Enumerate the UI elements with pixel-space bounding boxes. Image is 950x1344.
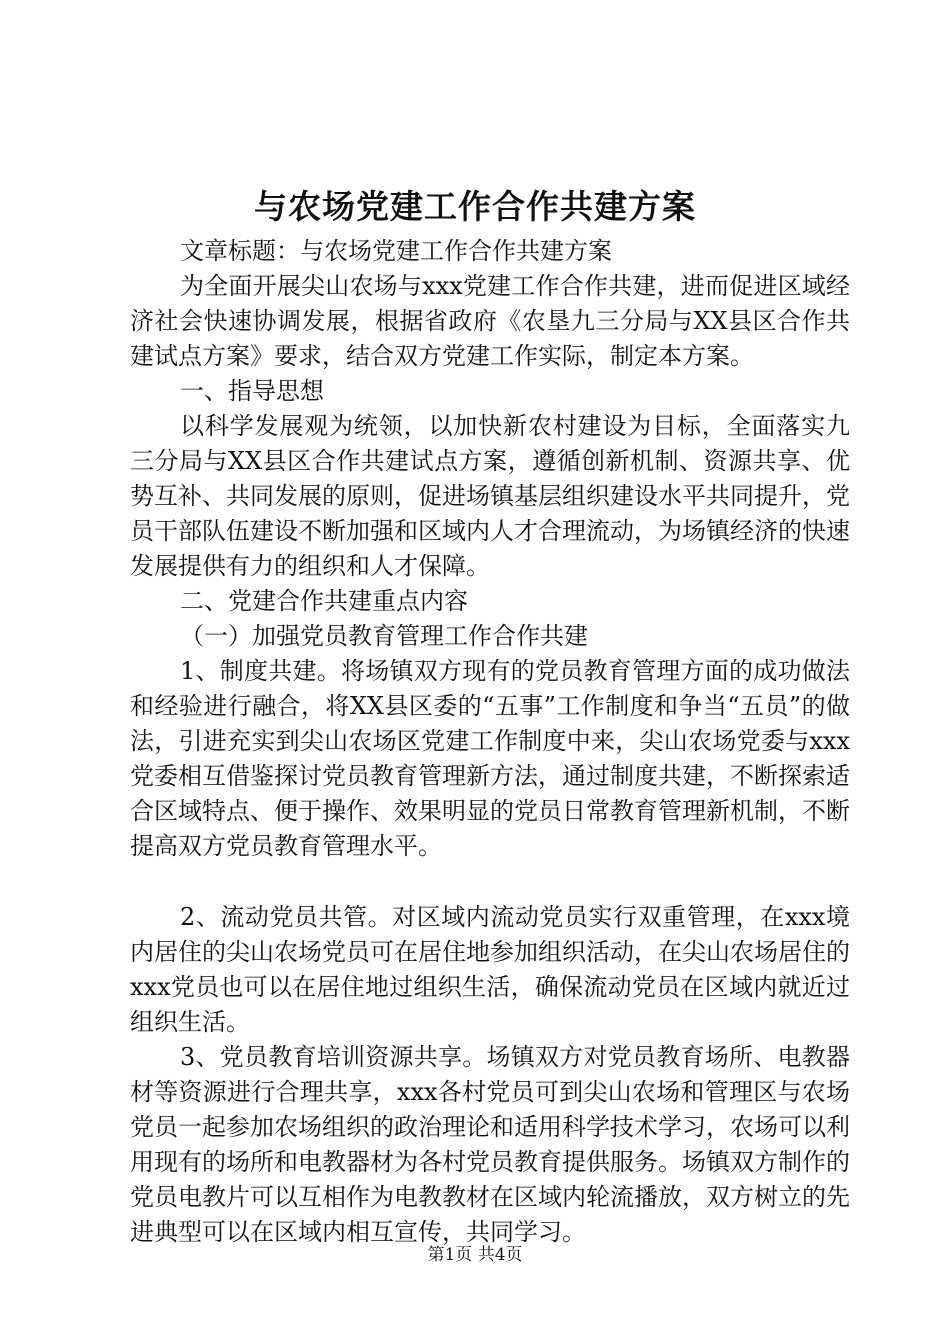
document-title: 与农场党建工作合作共建方案 bbox=[254, 187, 696, 226]
intro-paragraph: 为全面开展尖山农场与xxx党建工作合作共建，进而促进区域经济社会快速协调发展，根据省政府《农垦九三分局与XX县区合作共建试点方案》要求，结合双方党建工作实际，制定本方案。 bbox=[130, 272, 850, 370]
article-title-line: 文章标题：与农场党建工作合作共建方案 bbox=[180, 237, 612, 265]
subsection1-heading: （一）加强党员教育管理工作合作共建 bbox=[180, 622, 588, 650]
document-body bbox=[130, 234, 850, 1250]
item3-paragraph: 3、党员教育培训资源共享。场镇双方对党员教育场所、电教器材等资源进行合理共享，xxx各村党员可到尖山农场和管理区与农场党员一起参加农场组织的政治理论和适用科学技术学习，农场可以利用现有的场所和电教器材为各村党员教育提供服务。场镇双方制作的党员电教片可以互相作为电教教材在区域内轮流播放，双方树立的先进典型可以在区域内相互宣传，共同学习。 bbox=[130, 1043, 850, 1246]
section2-heading: 二、党建合作共建重点内容 bbox=[180, 587, 468, 615]
item1-paragraph: 1、制度共建。将场镇双方现有的党员教育管理方面的成功做法和经验进行融合，将XX县区委的“五事”工作制度和争当“五员”的做法，引进充实到尖山农场区党建工作制度中来，尖山农场党委与xxx党委相互借鉴探讨党员教育管理新方法，通过制度共建，不断探索适合区域特点、便于操作、效果明显的党员日常教育管理新机制，不断提高双方党员教育管理水平。 bbox=[130, 657, 850, 860]
item2-paragraph: 2、流动党员共管。对区域内流动党员实行双重管理，在xxx境内居住的尖山农场党员可在居住地参加组织活动，在尖山农场居住的xxx党员也可以在居住地过组织生活，确保流动党员在区域内就近过组织生活。 bbox=[130, 903, 850, 1036]
paragraph-gap bbox=[130, 864, 850, 900]
section1-paragraph: 以科学发展观为统领，以加快新农村建设为目标，全面落实九三分局与XX县区合作共建试点方案，遵循创新机制、资源共享、优势互补、共同发展的原则，促进场镇基层组织建设水平共同提升，党员干部队伍建设不断加强和区域内人才合理流动，为场镇经济的快速发展提供有力的组织和人才保障。 bbox=[130, 412, 850, 580]
page-indicator: 第1页 共4页 bbox=[427, 1245, 523, 1265]
section1-heading: 一、指导思想 bbox=[180, 377, 324, 405]
